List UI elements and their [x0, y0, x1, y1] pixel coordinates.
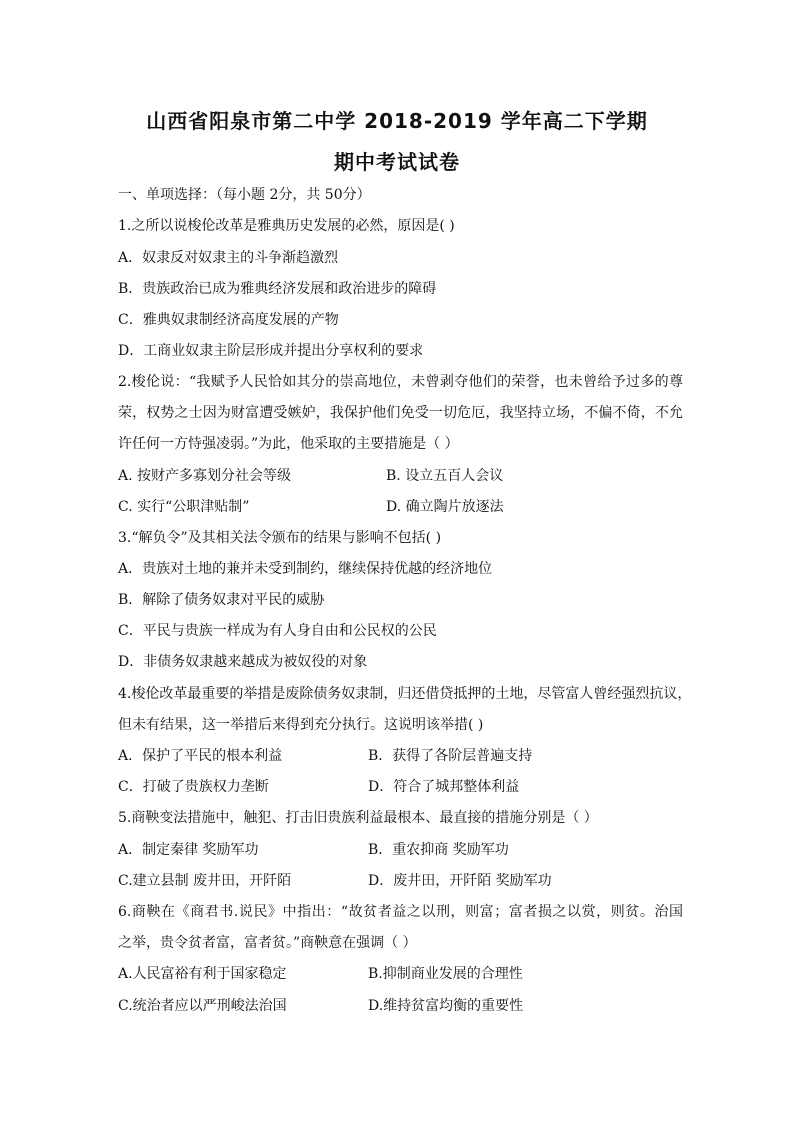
question-6-stem-line1: 6.商鞅在《商君书.说民》中指出：“故贫者益之以刑，则富；富者损之以赏，则贫。治国 — [118, 904, 683, 920]
question-3-stem: 3.“解负令”及其相关法令颁布的结果与影响不包括( ) — [118, 530, 442, 546]
section-heading: 一、单项选择：（每小题 2分，共 50分） — [118, 187, 371, 203]
question-6-options-row2 — [118, 996, 683, 1016]
question-3-option-d: D．非债务奴隶越来越成为被奴役的对象 — [118, 654, 368, 670]
question-2-stem-line3: 许任何一方恃强凌弱。”为此，他采取的主要措施是（ ） — [118, 436, 459, 452]
question-1-option-b: B．贵族政治已成为雅典经济发展和政治进步的障碍 — [118, 281, 437, 297]
question-4-stem-line1: 4.梭伦改革最重要的举措是废除债务奴隶制，归还借贷抵押的土地，尽管富人曾经强烈抗议， — [118, 686, 692, 702]
question-3-option-c: C．平民与贵族一样成为有人身自由和公民权的公民 — [118, 623, 437, 639]
question-5-option-d: D．废井田，开阡陌 奖励军功 — [368, 873, 552, 889]
question-2-stem-line1: 2.梭伦说：“我赋予人民恰如其分的崇高地位，未曾剥夺他们的荣誉，也未曾给予过多的尊 — [118, 374, 683, 390]
question-6-option-a: A.人民富裕有利于国家稳定 — [118, 966, 287, 982]
question-2-option-b: B. 设立五百人会议 — [386, 468, 504, 484]
question-2-option-c: C. 实行“公职津贴制” — [118, 499, 250, 515]
question-6-option-c: C.统治者应以严刑峻法治国 — [118, 998, 287, 1014]
question-5-options-row2 — [118, 871, 683, 891]
question-5-stem: 5.商鞅变法措施中，触犯、打击旧贵族利益最根本、最直接的措施分别是（ ） — [118, 810, 598, 826]
question-3-option-b: B．解除了债务奴隶对平民的威胁 — [118, 592, 325, 608]
question-2-option-a: A. 按财产多寡划分社会等级 — [118, 468, 292, 484]
question-4-option-d: D．符合了城邦整体利益 — [368, 779, 520, 795]
question-3-option-a: A．贵族对土地的兼并未受到制约，继续保持优越的经济地位 — [118, 561, 493, 577]
question-1-stem: 1.之所以说梭伦改革是雅典历史发展的必然，原因是( ) — [118, 218, 455, 234]
question-6-options-row1 — [118, 964, 683, 984]
question-6-stem-line2: 之举，贵令贫者富，富者贫。”商鞅意在强调（ ） — [118, 935, 417, 951]
question-4-options-row2 — [118, 777, 683, 797]
question-6-option-d: D.维持贫富均衡的重要性 — [368, 998, 524, 1014]
question-4-options-row1 — [118, 746, 683, 766]
question-4-option-c: C．打破了贵族权力垄断 — [118, 779, 269, 795]
question-1-option-d: D．工商业奴隶主阶层形成并提出分享权利的要求 — [118, 343, 424, 359]
question-5-option-a: A．制定秦律 奖励军功 — [118, 842, 259, 858]
question-5-option-c: C.建立县制 废井田，开阡陌 — [118, 873, 292, 889]
exam-title-line2: 期中考试试卷 — [334, 150, 460, 174]
question-1-option-a: A．奴隶反对奴隶主的斗争渐趋激烈 — [118, 250, 339, 266]
question-4-option-a: A．保护了平民的根本利益 — [118, 748, 283, 764]
question-4-option-b: B．获得了各阶层普遍支持 — [368, 748, 533, 764]
question-2-option-d: D. 确立陶片放逐法 — [386, 499, 504, 515]
question-2-options-row2 — [118, 497, 683, 517]
question-2-options-row1 — [118, 466, 683, 486]
exam-title-line1: 山西省阳泉市第二中学 2018-2019 学年高二下学期 — [146, 109, 648, 133]
question-6-option-b: B.抑制商业发展的合理性 — [368, 966, 523, 982]
question-2-stem-line2: 荣，权势之士因为财富遭受嫉妒，我保护他们免受一切危厄，我坚持立场，不偏不倚，不允 — [118, 405, 683, 421]
question-1-option-c: C．雅典奴隶制经济高度发展的产物 — [118, 312, 339, 328]
question-5-option-b: B．重农抑商 奖励军功 — [368, 842, 509, 858]
question-4-stem-line2: 但未有结果，这一举措后来得到充分执行。这说明该举措( ) — [118, 717, 484, 733]
question-5-options-row1 — [118, 840, 683, 860]
